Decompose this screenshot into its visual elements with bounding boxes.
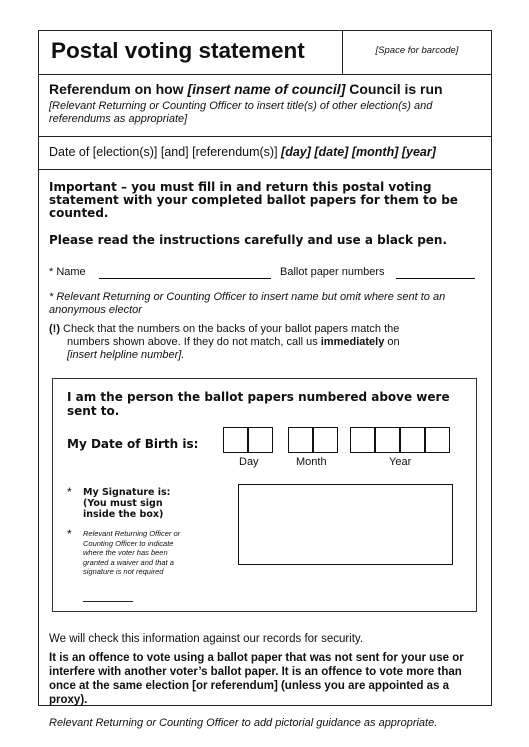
dob-year-digit-3[interactable] <box>400 427 425 453</box>
referendum-heading <box>49 81 443 97</box>
divider <box>39 169 491 170</box>
waiver-strikethrough <box>83 601 133 602</box>
council-name-placeholder: [insert name of council] <box>187 81 346 97</box>
postal-voting-statement-form <box>38 30 492 729</box>
ballot-numbers-label: Ballot paper numbers <box>280 266 385 278</box>
signature-box[interactable] <box>238 484 453 565</box>
dob-year-digit-2[interactable] <box>375 427 400 453</box>
election-date-prefix: Date of [election(s)] [and] [referendum(s)] <box>49 145 282 159</box>
divider <box>39 136 491 137</box>
check-text-block <box>49 336 479 362</box>
signature-label: My Signature is: (You must sign inside the box) <box>83 487 171 520</box>
anonymous-elector-note: * Relevant Returning or Counting Officer to insert name but omit where sent to an anonymous elector <box>49 291 446 316</box>
ballot-numbers-field[interactable] <box>396 278 475 279</box>
important-notice: Important – you must fill in and return this postal voting statement with your completed ballot papers for them to be counted. <box>49 180 458 220</box>
dob-year-caption: Year <box>389 456 412 468</box>
page-title: Postal voting statement <box>51 38 305 63</box>
election-date-fields: [day] [date] [month] [year] <box>281 145 436 159</box>
pictorial-guidance-note: Relevant Returning or Counting Officer to add pictorial guidance as appropriate. <box>49 717 438 729</box>
referendum-heading-prefix: Referendum on how <box>49 81 188 97</box>
waiver-note: Relevant Returning Officer or Counting Officer to indicate where the voter has been granted a waiver and that a signature is not required <box>83 529 181 576</box>
dob-month-digit-2[interactable] <box>313 427 338 453</box>
barcode-placeholder: [Space for barcode] <box>375 45 459 56</box>
instructions-notice: Please read the instructions carefully and use a black pen. <box>49 233 448 247</box>
dob-month-caption: Month <box>296 456 327 468</box>
election-date-line <box>49 145 436 159</box>
security-notice: We will check this information against our records for security. <box>49 633 364 645</box>
dob-label: My Date of Birth is: <box>67 437 199 451</box>
signature-asterisk: * <box>67 485 72 499</box>
offence-notice: It is an offence to vote using a ballot paper that was not sent for your use or interfere with another voter’s ballot paper. It is an offence to vote more than once at the same election [or referendum] (unless you are appointed as a proxy). <box>49 652 464 706</box>
name-field[interactable] <box>99 278 271 279</box>
referendum-heading-suffix: Council is run <box>345 81 443 97</box>
warning-icon: (!) <box>49 323 60 335</box>
declaration-box <box>52 378 477 612</box>
waiver-asterisk: * <box>67 527 72 541</box>
check-text-3: on <box>384 336 400 348</box>
divider <box>39 74 491 75</box>
check-numbers-note <box>49 323 479 362</box>
dob-day-digit-2[interactable] <box>248 427 273 453</box>
check-text-2: numbers shown above. If they do not match, call us <box>67 336 321 348</box>
dob-year-digit-4[interactable] <box>425 427 450 453</box>
helpline-placeholder: [insert helpline number]. <box>67 349 185 361</box>
dob-day-digit-1[interactable] <box>223 427 248 453</box>
dob-month-digit-1[interactable] <box>288 427 313 453</box>
dob-year-digit-1[interactable] <box>350 427 375 453</box>
check-text-1: Check that the numbers on the backs of your ballot papers match the <box>60 323 400 335</box>
name-label: * Name <box>49 266 86 278</box>
check-emphasis: immediately <box>320 336 385 348</box>
referendum-note: [Relevant Returning or Counting Officer to insert title(s) of other election(s) and referendums as appropriate] <box>49 100 433 125</box>
person-statement: I am the person the ballot papers numbered above were sent to. <box>67 390 450 418</box>
dob-day-caption: Day <box>239 456 259 468</box>
